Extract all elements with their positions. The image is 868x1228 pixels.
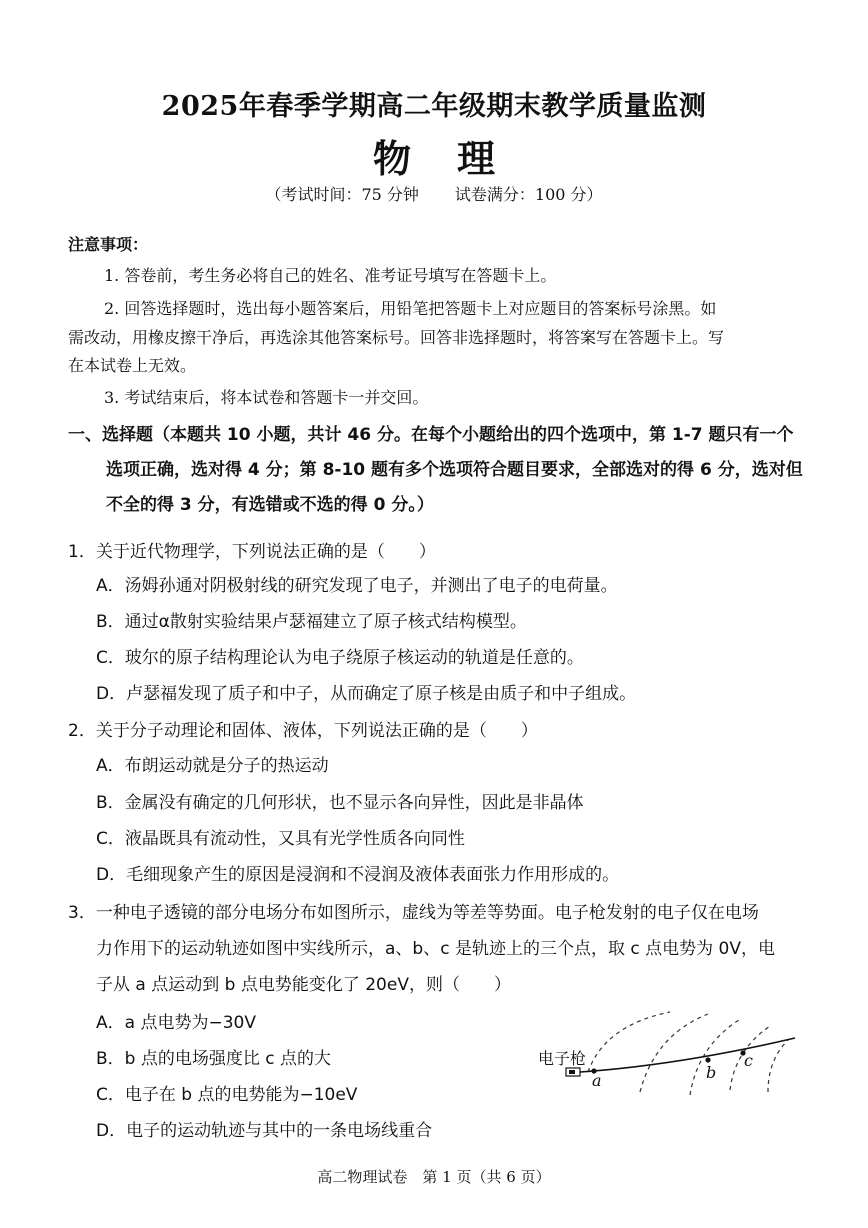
equipotential-line-3 bbox=[690, 1018, 742, 1095]
notice-heading: 注意事项： bbox=[68, 235, 149, 254]
question-3-stem-cont: 力作用下的运动轨迹如图中实线所示，a、b、c 是轨迹上的三个点，取 c 点电势为 0V，电 bbox=[96, 939, 775, 959]
point-c-label: c bbox=[744, 1051, 753, 1070]
question-1-option-d: D．卢瑟福发现了质子和中子，从而确定了原子核是由质子和中子组成。 bbox=[96, 684, 637, 704]
question-2-option-b: B．金属没有确定的几何形状，也不显示各向异性，因此是非晶体 bbox=[96, 793, 584, 813]
point-b-label: b bbox=[706, 1063, 717, 1082]
question-3-stem: 3．一种电子透镜的部分电场分布如图所示，虚线为等差等势面。电子枪发射的电子仅在电场 bbox=[68, 903, 759, 923]
subject-char-2: 理 bbox=[457, 136, 496, 181]
question-2-option-a: A．布朗运动就是分子的热运动 bbox=[96, 756, 329, 776]
notice-item-2-end: 在本试卷上无效。 bbox=[68, 356, 197, 375]
notice-item-1: 1. 答卷前，考生务必将自己的姓名、准考证号填写在答题卡上。 bbox=[104, 266, 557, 285]
question-2-stem: 2．关于分子动理论和固体、液体，下列说法正确的是（ ） bbox=[68, 721, 538, 741]
notice-item-3: 3. 考试结束后，将本试卷和答题卡一并交回。 bbox=[104, 388, 429, 407]
exam-time: （考试时间：75 分钟 bbox=[265, 185, 419, 204]
equipotential-line-5 bbox=[768, 1040, 788, 1092]
question-3-option-b: B．b 点的电场强度比 c 点的大 bbox=[96, 1049, 332, 1069]
exam-score: 试卷满分：100 分） bbox=[454, 185, 603, 204]
question-3-option-d: D．电子的运动轨迹与其中的一条电场线重合 bbox=[96, 1121, 433, 1141]
subject-title bbox=[0, 128, 868, 183]
subject-char-1: 物 bbox=[372, 136, 411, 181]
equipotential-line-1 bbox=[588, 1012, 670, 1072]
question-1-option-b: B．通过α散射实验结果卢瑟福建立了原子核式结构模型。 bbox=[96, 612, 527, 632]
question-1-option-c: C．玻尔的原子结构理论认为电子绕原子核运动的轨道是任意的。 bbox=[96, 648, 584, 668]
question-1-stem: 1．关于近代物理学，下列说法正确的是（ ） bbox=[68, 542, 436, 562]
equipotential-lines bbox=[588, 1012, 788, 1095]
question-3-stem-end: 子从 a 点运动到 b 点电势能变化了 20eV，则（ ） bbox=[96, 975, 511, 995]
page-footer: 高二物理试卷 第 1 页（共 6 页） bbox=[317, 1168, 551, 1186]
electron-gun-label: 电子枪 bbox=[538, 1049, 587, 1068]
equipotential-line-2 bbox=[640, 1014, 708, 1092]
electric-field-diagram bbox=[530, 1010, 810, 1120]
question-2-option-d: D．毛细现象产生的原因是浸润和不浸润及液体表面张力作用形成的。 bbox=[96, 865, 620, 885]
section-heading: 一、选择题（本题共 10 小题，共计 46 分。在每个小题给出的四个选项中，第 1-7 题只有一个 bbox=[68, 425, 794, 445]
notice-item-2-cont: 需改动，用橡皮擦干净后，再选涂其他答案标号。回答非选择题时，将答案写在答题卡上。写 bbox=[68, 328, 725, 347]
section-heading-end: 不全的得 3 分，有选错或不选的得 0 分。） bbox=[106, 495, 434, 515]
question-1-option-a: A．汤姆孙通对阴极射线的研究发现了电子，并测出了电子的电荷量。 bbox=[96, 576, 618, 596]
exam-title: 2025年春季学期高二年级期末教学质量监测 bbox=[161, 91, 707, 122]
point-b-dot bbox=[705, 1057, 710, 1062]
point-a-label: a bbox=[592, 1071, 602, 1090]
question-2-option-c: C．液晶既具有流动性，又具有光学性质各向同性 bbox=[96, 829, 465, 849]
exam-info bbox=[0, 182, 868, 205]
question-3-option-a: A．a 点电势为−30V bbox=[96, 1013, 256, 1033]
section-heading-cont: 选项正确，选对得 4 分；第 8-10 题有多个选项符合题目要求，全部选对的得 6 分，选对但 bbox=[106, 460, 803, 480]
notice-item-2: 2. 回答选择题时，选出每小题答案后，用铅笔把答题卡上对应题目的答案标号涂黑。如 bbox=[104, 299, 717, 318]
question-3-option-c: C．电子在 b 点的电势能为−10eV bbox=[96, 1085, 358, 1105]
electron-trajectory bbox=[580, 1038, 795, 1072]
